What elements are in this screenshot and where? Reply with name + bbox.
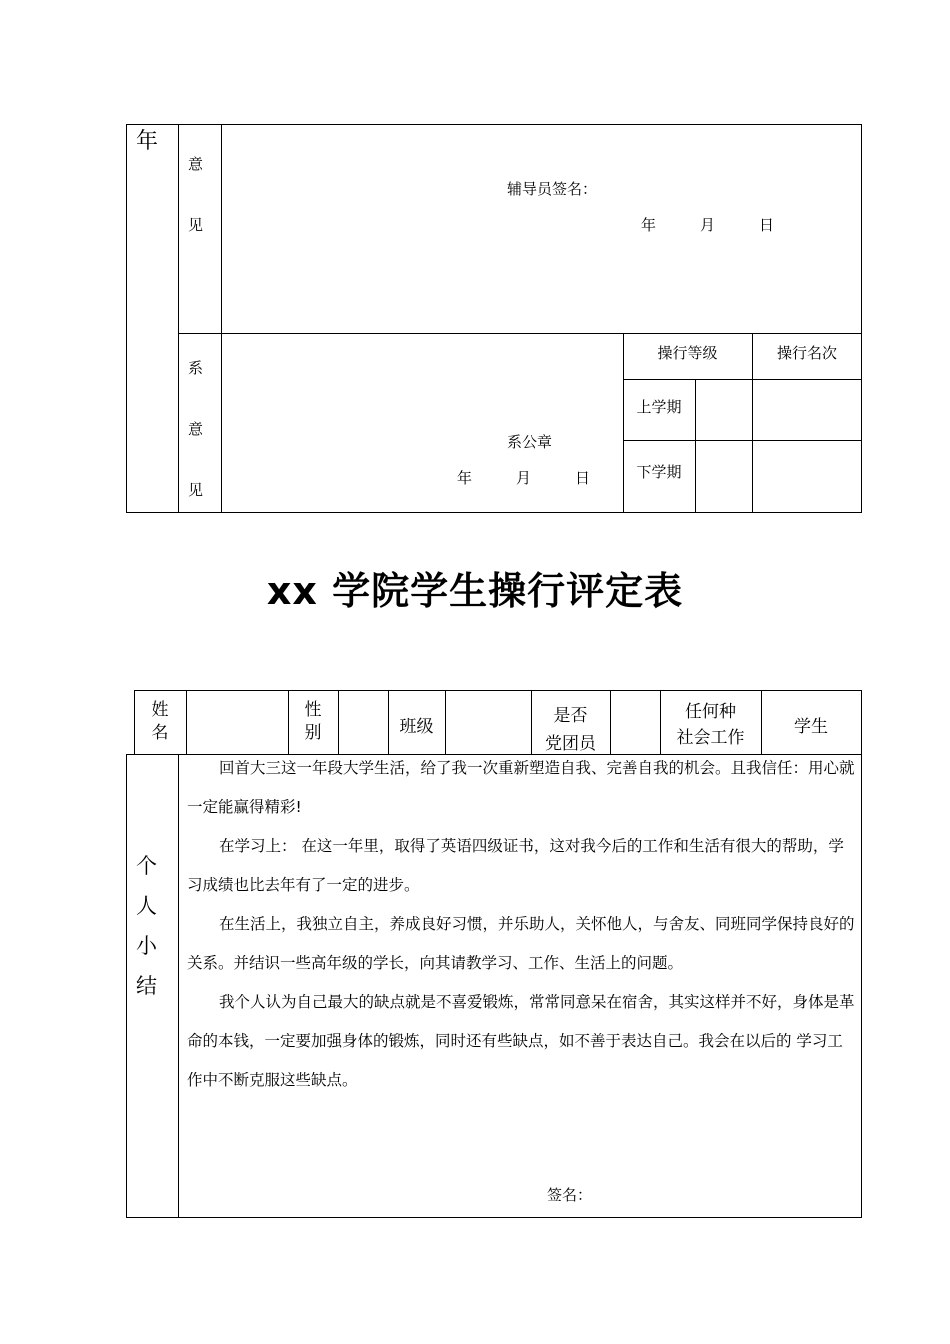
party-label: 是否 党团员 [545,706,596,754]
top-form-border-right [861,124,862,513]
summary-label-3: 小 [136,934,157,958]
name-label: 姓 名 [151,700,169,743]
advisor-label-2: 见 [188,216,204,234]
info-row-div-3 [338,690,339,754]
term1-label: 上学期 [636,398,682,416]
summary-paragraph-3 [187,905,857,983]
left-col-year-char: 年 [136,129,159,154]
top-form-divider [178,333,862,334]
top-form-border-left [126,124,127,513]
social-work-label: 任何种 社会工作 [676,702,745,748]
summary-bottom [126,1217,862,1218]
dept-label-3: 见 [188,481,204,499]
advisor-label-1: 意 [188,155,204,173]
summary-paragraph-4-text: 我个人认为自己最大的缺点就是不喜爱锻炼，常常同意呆在宿舍，其实这样并不好，身体是革命的本钱，一定要加强身体的锻炼，同时还有些缺点，如不善于表达自己。我会在以后的 学习工作中不断克服这些缺点。 [187,993,855,1089]
top-form-col-divider [178,124,179,513]
dept-seal-label: 系公章 [507,433,553,451]
summary-label-divider [178,754,179,1218]
student-label: 学生 [794,717,828,737]
dept-date-year: 年 [457,469,473,487]
summary-paragraph-3-text: 在生活上，我独立自主，养成良好习惯，并乐助人，关怀他人，与舍友、同班同学保持良好的关系。并结识一些高年级的学长，向其请教学习、工作、生活上的问题。 [187,915,855,972]
advisor-date-year: 年 [641,216,657,234]
summary-left [126,754,127,1218]
grade-header-divider [623,379,862,380]
term-label-divider [695,379,696,513]
summary-label-2: 人 [136,894,157,918]
page-title: xx 学院学生操行评定表 [266,569,684,613]
dept-date-day: 日 [575,469,591,487]
dept-label-1: 系 [188,359,204,377]
top-form-label-divider [221,124,222,513]
advisor-date-month: 月 [700,216,716,234]
info-row-top [134,690,862,691]
summary-paragraph-4 [187,983,857,1100]
advisor-signature-label: 辅导员签名： [507,180,598,198]
rank-header: 操行名次 [776,344,837,362]
top-form-border-top [126,124,862,125]
gender-label: 性 别 [304,700,322,743]
dept-date-month: 月 [516,469,532,487]
info-row-div-7 [610,690,611,754]
summary-paragraph-1-text: 回首大三这一年段大学生活，给了我一次重新塑造自我、完善自我的机会。且我信任：用心就一定能赢得精彩! [187,759,855,816]
summary-signature-label: 签名： [547,1186,593,1204]
dept-label-2: 意 [188,420,204,438]
summary-paragraph-1 [187,749,857,827]
class-label: 班级 [399,717,434,737]
info-row-right [861,690,862,754]
summary-label-1: 个 [136,854,157,878]
term-divider [623,440,862,441]
summary-right [861,754,862,1218]
term2-label: 下学期 [636,463,682,481]
summary-label-4: 结 [136,974,157,998]
summary-paragraph-2 [187,827,857,905]
info-row-div-1 [186,690,187,754]
info-row-div-5 [445,690,446,754]
advisor-date-day: 日 [759,216,775,234]
grade-header: 操行等级 [657,344,718,362]
summary-paragraph-2-text: 在学习上： 在这一年里，取得了英语四级证书，这对我今后的工作和生活有很大的帮助，学习成绩也比去年有了一定的进步。 [187,837,844,894]
